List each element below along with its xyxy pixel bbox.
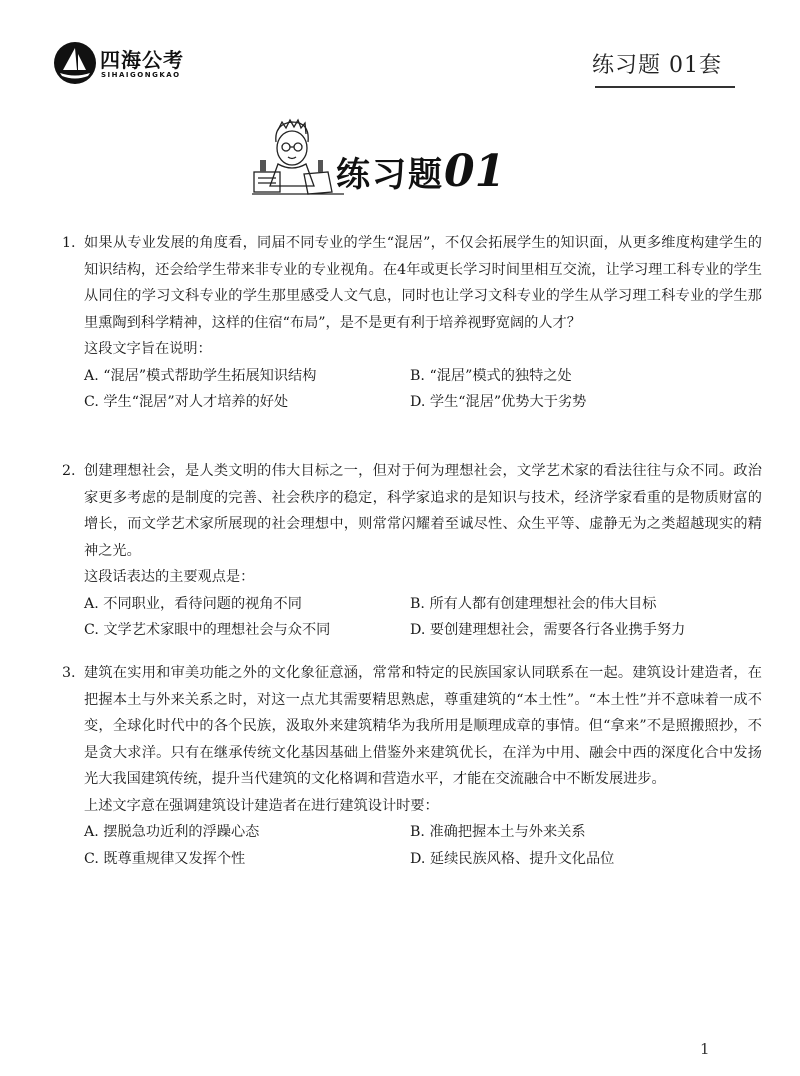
question-3: [62, 660, 762, 872]
title-banner: [248, 112, 528, 204]
option-a[interactable]: A. 不同职业，看待问题的视角不同: [84, 595, 302, 612]
question-2: [62, 458, 762, 644]
banner-title: [336, 146, 505, 197]
brand-name: 四海公考: [100, 48, 184, 72]
option-d[interactable]: D. 学生“混居”优势大于劣势: [410, 394, 587, 410]
option-b[interactable]: B. 所有人都有创建理想社会的伟大目标: [410, 595, 657, 612]
option-d[interactable]: D. 延续民族风格、提升文化品位: [410, 850, 615, 867]
question-body: 建筑在实用和审美功能之外的文化象征意涵，常常和特定的民族国家认同联系在一起。建筑设计建造者，在把握本土与外来关系之时，对这一点尤其需要精思熟虑，尊重建筑的“本土性”。“本土性”并不意味着一成不变，全球化时代中的各个民族，汲取外来建筑精华为我所用是顺理成章的事情。但“拿来”不是照搬照抄，不是贪大求洋。只有在继承传统文化基因基础上借鉴外来建筑优长，在洋为中用、融会中西的深度化合中发扬光大我国建筑传统，提升当代建筑的文化格调和营造水平，才能在交流融合中不断发展进步。: [84, 665, 762, 787]
option-a[interactable]: A. “混居”模式帮助学生拓展知识结构: [84, 367, 317, 384]
student-illustration-icon: [248, 112, 348, 204]
question-prompt: 这段文字旨在说明：: [84, 341, 212, 357]
answer-options: [62, 591, 762, 644]
option-c[interactable]: C. 文学艺术家眼中的理想社会与众不同: [84, 622, 331, 638]
option-c[interactable]: C. 既尊重规律又发挥个性: [84, 850, 246, 867]
page-number: 1: [700, 1040, 710, 1058]
banner-number: 01: [444, 146, 506, 197]
banner-title-text: 练习题: [336, 155, 444, 195]
question-prompt: 上述文字意在强调建筑设计建造者在进行建筑设计时要：: [84, 797, 439, 814]
question-body: 创建理想社会，是人类文明的伟大目标之一，但对于何为理想社会，文学艺术家的看法往往与众不同。政治家更多考虑的是制度的完善、社会秩序的稳定，科学家追求的是知识与技术，经济学家看重的是物质财富的增长，而文学艺术家所展现的社会理想中，则常常闪耀着至诚尽性、众生平等、虚静无为之类超越现实的精神之光。: [84, 463, 762, 559]
question-number: 1.: [62, 235, 76, 251]
option-b[interactable]: B. 准确把握本土与外来关系: [410, 824, 586, 840]
answer-options: [62, 363, 762, 416]
question-1: [62, 230, 762, 416]
header-divider: [595, 86, 735, 88]
option-d[interactable]: D. 要创建理想社会，需要各行各业携手努力: [410, 622, 686, 638]
option-a[interactable]: A. 摆脱急功近利的浮躁心态: [84, 824, 260, 840]
answer-options: [62, 819, 762, 872]
brand-subtitle: SIHAIGONGKAO: [101, 71, 181, 79]
question-text: [62, 230, 762, 336]
question-number: 3.: [62, 665, 76, 681]
question-number: 2.: [62, 463, 76, 479]
question-body: 如果从专业发展的角度看，同届不同专业的学生“混居”，不仅会拓展学生的知识面，从更多维度构建学生的知识结构，还会给学生带来非专业的专业视角。在4年或更长学习时间里相互交流，让学习理工科专业的学生从同住的学习文科专业的学生那里感受人文气息，同时也让学习文科专业的学生从学习理工科专业的学生那里熏陶到科学精神，这样的住宿“布局”，是不是更有利于培养视野宽阔的人才？: [84, 235, 762, 331]
question-text: [62, 660, 762, 793]
set-title: 练习题 01套: [592, 53, 722, 78]
brand-logo: [52, 40, 202, 92]
option-b[interactable]: B. “混居”模式的独特之处: [410, 367, 572, 384]
sailboat-logo-icon: [52, 40, 98, 86]
option-c[interactable]: C. 学生“混居”对人才培养的好处: [84, 394, 289, 410]
question-prompt: 这段话表达的主要观点是：: [84, 569, 255, 585]
question-text: [62, 458, 762, 564]
